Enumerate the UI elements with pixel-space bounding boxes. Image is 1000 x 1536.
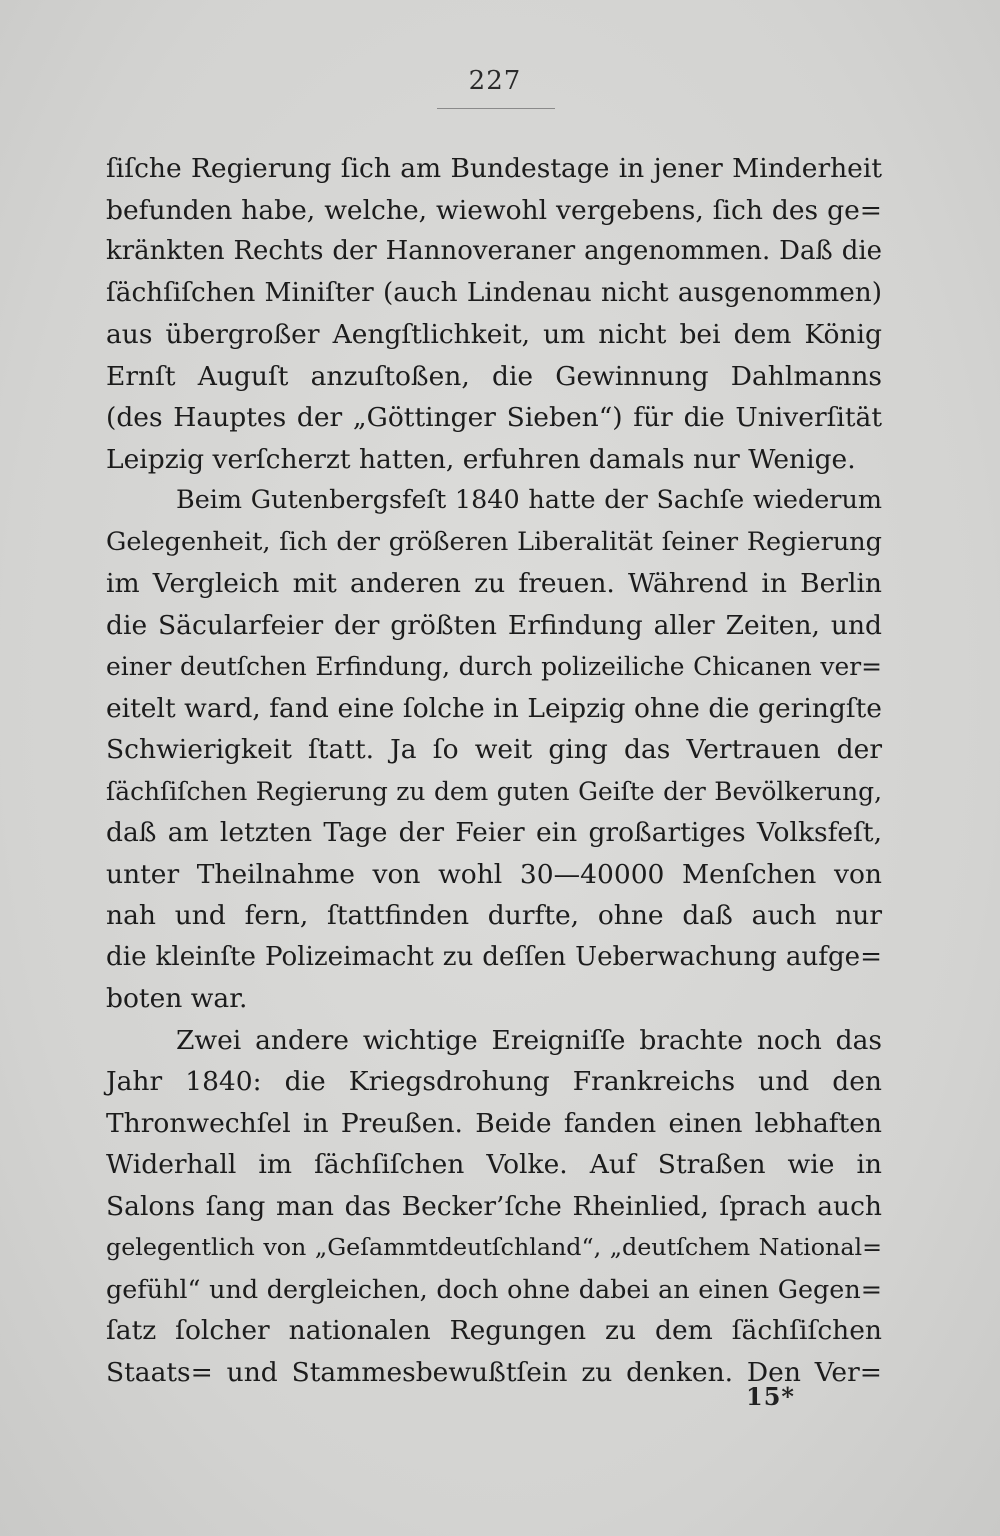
text-line: einer deutſchen Erfindung, durch polizeiliche Chicanen ver=: [106, 652, 882, 681]
text-line: Ernſt Auguſt anzuſtoßen, die Gewinnung Dahlmanns: [106, 360, 882, 392]
text-line: unter Theilnahme von wohl 30—40000 Menſchen von: [106, 858, 882, 890]
text-line: Beim Gutenbergsfeſt 1840 hatte der Sachſe wiederum: [176, 485, 882, 515]
text-line: kränkten Rechts der Hannoveraner angenommen. Daß die: [106, 236, 882, 266]
text-line: ſiſche Regierung ſich am Bundestage in jener Minderheit: [106, 153, 882, 184]
paragraph-2: [106, 480, 882, 1020]
text-line: die kleinſte Polizeimacht zu deſſen Ueberwachung aufge=: [106, 941, 882, 972]
text-line: Salons ſang man das Becker’ſche Rheinlied, ſprach auch: [106, 1190, 882, 1222]
text-line: befunden habe, welche, wiewohl vergebens, ſich des ge=: [106, 194, 882, 226]
text-line: eitelt ward, fand eine ſolche in Leipzig ohne die geringſte: [106, 692, 882, 724]
text-line: ſächſiſchen Miniſter (auch Lindenau nicht ausgenommen): [106, 277, 882, 308]
text-line: Thronwechſel in Preußen. Beide fanden einen lebhaften: [106, 1107, 882, 1139]
paragraph-3: [106, 1020, 882, 1394]
text-line: Staats= und Stammesbewußtſein zu denken. Den Ver=: [106, 1356, 882, 1388]
page-number: 227: [468, 66, 522, 96]
text-line: (des Hauptes der „Göttinger Sieben“) für die Univerſität: [106, 402, 882, 433]
text-line: die Säcularfeier der größten Erfindung aller Zeiten, und: [106, 609, 882, 641]
text-line: Leipzig verſcherzt hatten, erfuhren damals nur Wenige.: [106, 443, 856, 475]
body-text: [106, 148, 882, 1393]
text-line: nah und fern, ſtattfinden durfte, ohne daß auch nur: [106, 900, 882, 931]
text-line: gelegentlich von „Geſammtdeutſchland“, „deutſchem National=: [106, 1233, 882, 1261]
text-line: im Vergleich mit anderen zu freuen. Während in Berlin: [106, 568, 882, 599]
text-line: aus übergroßer Aengſtlichkeit, um nicht bei dem König: [106, 319, 882, 350]
text-line: Zwei andere wichtige Ereigniſſe brachte noch das: [176, 1024, 882, 1056]
text-line: gefühl“ und dergleichen, doch ohne dabei an einen Gegen=: [106, 1273, 882, 1304]
text-line: boten war.: [106, 983, 248, 1014]
text-line: ſatz ſolcher nationalen Regungen zu dem ſächſiſchen: [106, 1315, 882, 1346]
header-rule: [437, 108, 555, 109]
paragraph-1: [106, 148, 882, 480]
text-line: Gelegenheit, ſich der größeren Liberalität ſeiner Regierung: [106, 526, 882, 557]
text-line: Widerhall im ſächſiſchen Volke. Auf Straßen wie in: [106, 1149, 882, 1180]
text-line: ſächſiſchen Regierung zu dem guten Geiſte der Bevölkerung,: [106, 776, 882, 806]
text-line: Jahr 1840: die Kriegsdrohung Frankreichs und den: [106, 1066, 882, 1097]
text-line: Schwierigkeit ſtatt. Ja ſo weit ging das Vertrauen der: [106, 734, 882, 765]
text-line: daß am letzten Tage der Feier ein großartiges Volksfeſt,: [106, 817, 882, 848]
signature-mark: 15*: [746, 1382, 795, 1411]
